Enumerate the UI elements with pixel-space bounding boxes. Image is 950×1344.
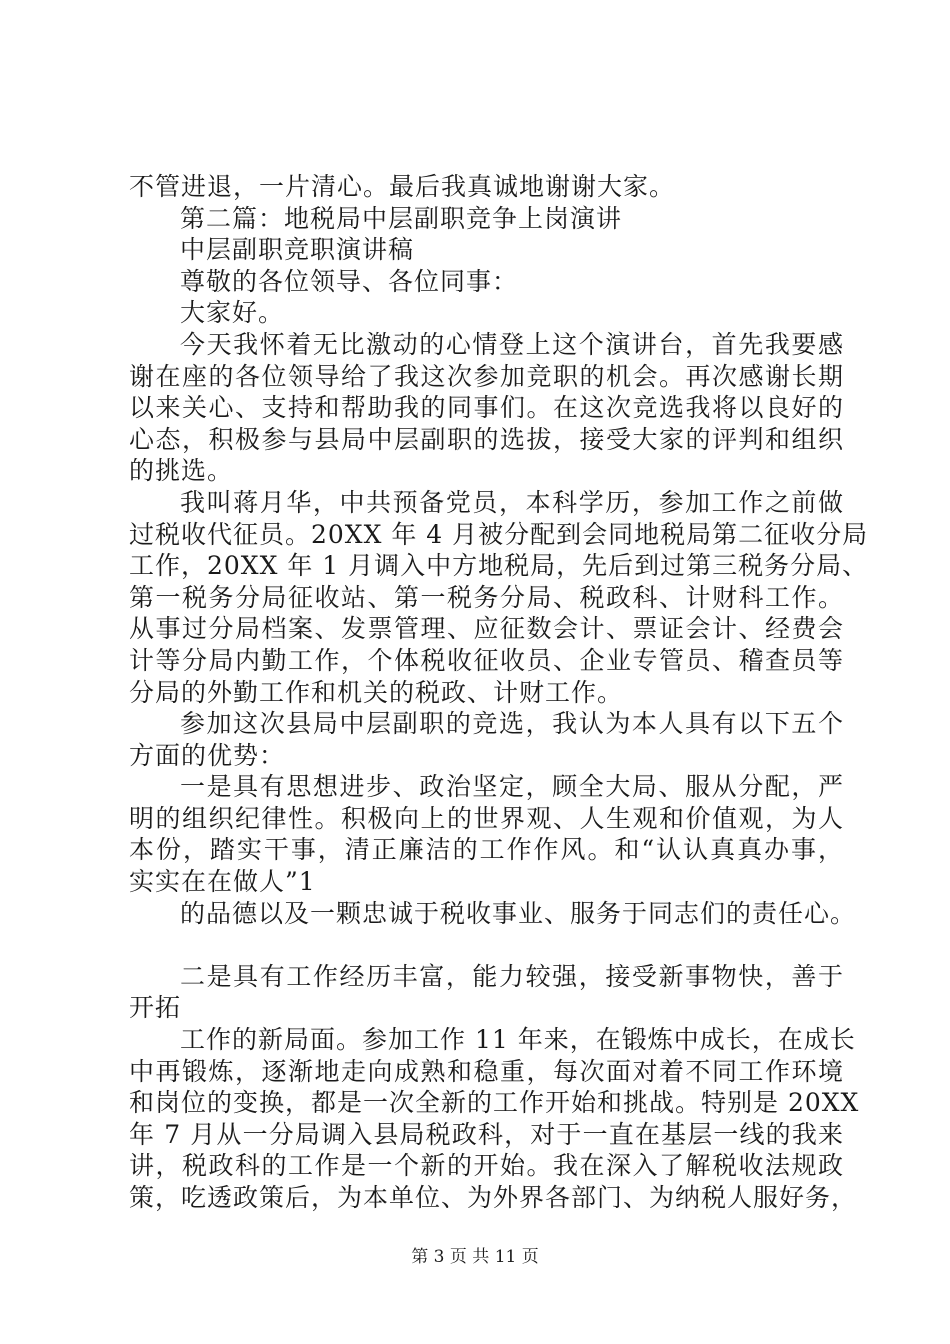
text-line: 工作的新局面。参加工作 11 年来，在锻炼中成长，在成长 [180,1025,856,1055]
text-line: 的挑选。 [129,456,234,486]
text-line: 中层副职竞职演讲稿 [180,235,415,265]
text-line: 二是具有工作经历丰富，能力较强，接受新事物快，善于 [180,961,844,991]
document-body [129,171,869,1214]
text-line: 大家好。 [180,298,285,328]
text-line: 过税收代征员。20XX 年 4 月被分配到会同地税局第二征收分局 [129,519,869,549]
text-line: 开拓 [129,993,182,1023]
text-line: 年 7 月从一分局调入县局税政科，对于一直在基层一线的我来 [129,1119,844,1149]
text-line: 实实在在做人”1 [129,867,316,897]
text-line: 明的组织纪律性。积极向上的世界观、人生观和价值观，为人 [129,803,844,833]
text-line: 和岗位的变换，都是一次全新的工作开始和挑战。特别是 20XX [129,1088,860,1118]
text-line: 方面的优势： [129,740,286,770]
blank-line [129,929,844,961]
text-line: 尊敬的各位领导、各位同事： [180,266,519,296]
text-line: 谢在座的各位领导给了我这次参加竞职的机会。再次感谢长期 [129,361,844,391]
text-line: 计等分局内勤工作，个体税收征收员、企业专管员、稽查员等 [129,645,844,675]
text-line: 本份，踏实干事，清正廉洁的工作作风。和“认认真真办事， [129,835,844,865]
text-line: 讲，税政科的工作是一个新的开始。我在深入了解税收法规政 [129,1151,844,1181]
text-line: 一是具有思想进步、政治坚定，顾全大局、服从分配，严 [180,772,844,802]
text-line: 策，吃透政策后，为本单位、为外界各部门、为纳税人服好务， [129,1183,858,1212]
text-line: 的品德以及一颗忠诚于税收事业、服务于同志们的责任心。 [180,898,857,928]
text-line: 今天我怀着无比激动的心情登上这个演讲台，首先我要感 [180,329,844,359]
text-line: 从事过分局档案、发票管理、应征数会计、票证会计、经费会 [129,614,844,644]
text-line: 第二篇：地税局中层副职竞争上岗演讲 [180,203,623,233]
text-line: 不管进退，一片清心。最后我真诚地谢谢大家。 [129,172,676,201]
text-line: 中再锻炼，逐渐地走向成熟和稳重，每次面对着不同工作环境 [129,1056,844,1086]
text-line: 工作，20XX 年 1 月调入中方地税局，先后到过第三税务分局、 [129,551,869,581]
text-line: 心态，积极参与县局中层副职的选拔，接受大家的评判和组织 [129,424,844,454]
text-line: 我叫蒋月华，中共预备党员，本科学历，参加工作之前做 [180,487,844,517]
page-footer: 第 3 页 共 11 页 [411,1247,539,1267]
text-line: 第一税务分局征收站、第一税务分局、税政科、计财科工作。 [129,582,844,612]
text-line: 参加这次县局中层副职的竞选，我认为本人具有以下五个 [180,709,844,739]
text-line: 分局的外勤工作和机关的税政、计财工作。 [129,677,624,707]
text-line: 以来关心、支持和帮助我的同事们。在这次竞选我将以良好的 [129,393,844,423]
